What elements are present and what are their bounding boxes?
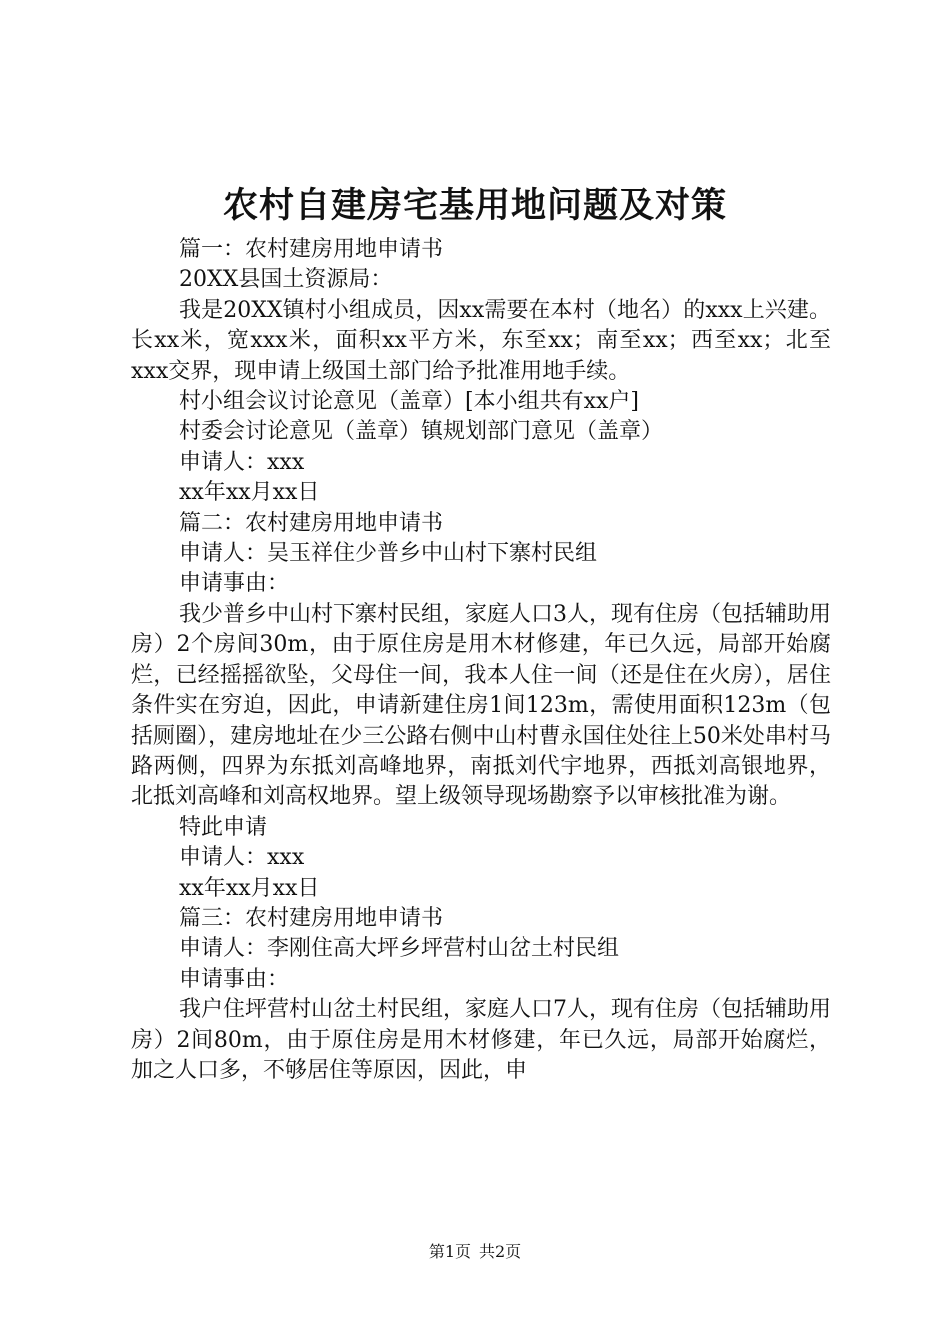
date-line: xx年xx月xx日: [179, 480, 320, 506]
applicant-line: 申请人：xxx: [179, 449, 305, 475]
page-number: 第1页: [428, 1242, 471, 1261]
applicant-line: 申请人：李刚住高大坪乡坪营村山岔土村民组: [179, 936, 620, 962]
addressee-line: 20XX县国土资源局：: [179, 267, 393, 293]
document-body: [131, 235, 831, 1086]
section-heading-1: 篇一：农村建房用地申请书: [179, 237, 444, 262]
opinion-line: 村小组会议讨论意见（盖章）[本小组共有xx户]: [179, 389, 639, 415]
body-paragraph: 我是20XX镇村小组成员，因xx需要在本村（地名）的xxx上兴建。长xx米，宽xxx米，面积xx平方米，东至xx；南至xx；西至xx；北至xxx交界，现申请上级国土部门给予批准用地手续。: [131, 297, 831, 384]
section-heading-2: 篇二：农村建房用地申请书: [179, 510, 444, 536]
reason-label: 申请事由：: [179, 966, 290, 992]
document-title: 农村自建房宅基用地问题及对策: [222, 185, 727, 226]
opinion-line: 村委会讨论意见（盖章）镇规划部门意见（盖章）: [179, 419, 664, 445]
reason-label: 申请事由：: [179, 571, 290, 597]
section-heading-3: 篇三：农村建房用地申请书: [179, 905, 444, 931]
page-total: 共2页: [479, 1242, 522, 1261]
page-footer: [0, 1240, 950, 1264]
closing-line: 特此申请: [179, 814, 268, 840]
applicant-line: 申请人：xxx: [179, 845, 305, 871]
date-line: xx年xx月xx日: [179, 875, 320, 901]
body-paragraph: 我户住坪营村山岔土村民组，家庭人口7人，现有住房（包括辅助用房）2间80m，由于原住房是用木材修建，年已久远，局部开始腐烂，加之人口多，不够居住等原因，因此，申: [131, 997, 831, 1083]
applicant-line: 申请人：吴玉祥住少普乡中山村下寨村民组: [179, 541, 598, 567]
body-paragraph: 我少普乡中山村下寨村民组，家庭人口3人，现有住房（包括辅助用房）2个房间30m，由于原住房是用木材修建，年已久远，局部开始腐烂，已经摇摇欲坠，父母住一间，我本人住一间（还是住在火房），居住条件实在穷迫，因此，申请新建住房1间123m，需使用面积123m（包括厕圈），建房地址在少三公路右侧中山村曹永国住处往上50米处串村马路两侧，四界为东抵刘高峰地界，南抵刘代宇地界，西抵刘高银地界，北抵刘高峰和刘高权地界。望上级领导现场勘察予以审核批准为谢。: [131, 601, 831, 810]
